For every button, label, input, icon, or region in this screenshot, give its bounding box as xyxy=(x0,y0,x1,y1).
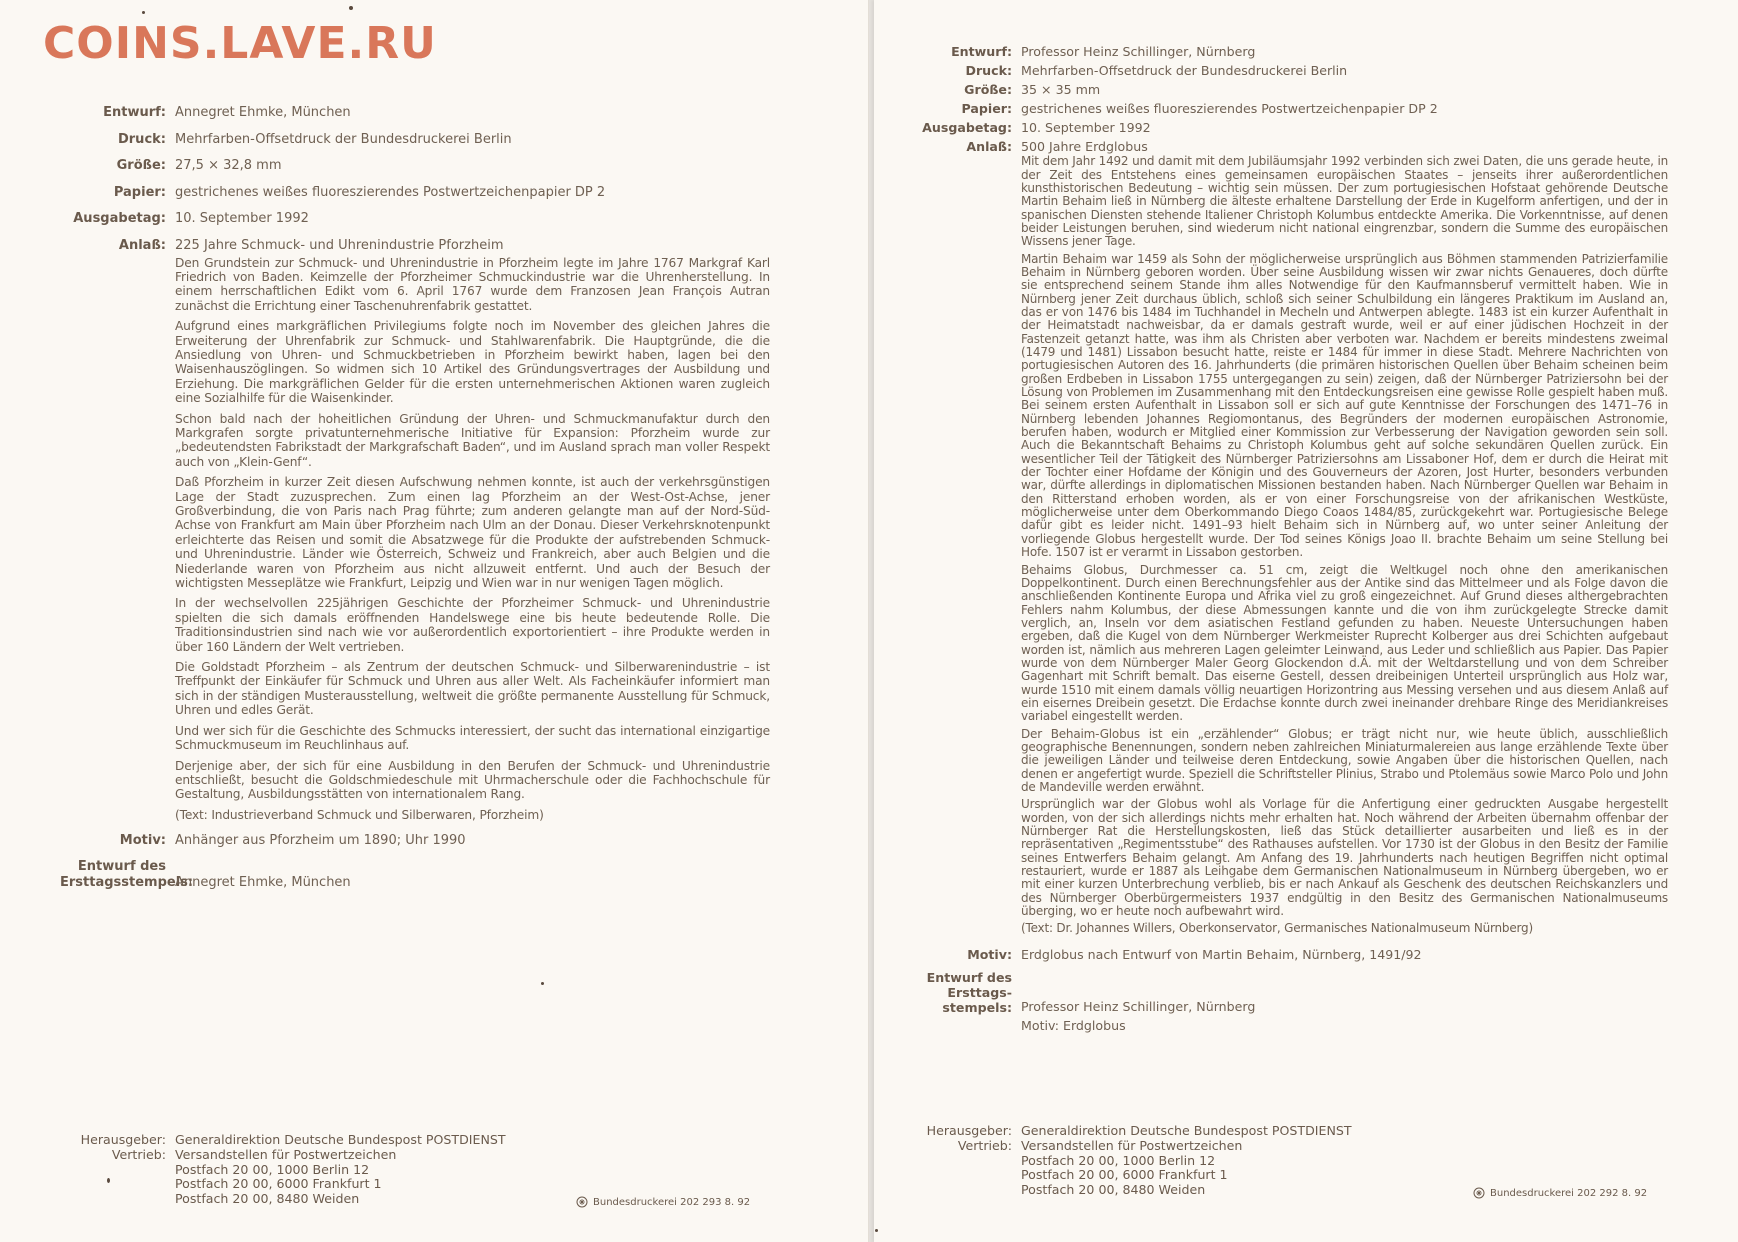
ersttag-label: Entwurf des Ersttags- stempels: xyxy=(926,970,1012,1016)
druck-value: Mehrfarben-Offsetdruck der Bundesdruckerei Berlin xyxy=(1021,63,1348,78)
motiv-value: Erdglobus nach Entwurf von Martin Behaim, Nürnberg, 1491/92 xyxy=(1021,946,1422,962)
herausgeber-label: Herausgeber: Vertrieb: xyxy=(926,1123,1012,1153)
ausgabetag-value: 10. September 1992 xyxy=(175,211,309,226)
druck-row xyxy=(60,132,770,148)
right-spec-list xyxy=(860,44,1668,1037)
groesse-row xyxy=(60,158,770,174)
motiv-label: Motiv: xyxy=(119,832,166,848)
motiv-row xyxy=(60,833,770,849)
papier-label: Papier: xyxy=(113,184,166,200)
paragraph: Die Goldstadt Pforzheim – als Zentrum der deutschen Schmuck- und Silberwarenindustrie – ist Treffpunkt der Einkäufer für Schmuck und Uhren aus aller Welt. Als Facheinkäufer informiert man sich in der ständigen Musterausstellung, weltweit die größte permanente Ausstellung für Schmuck, Uhren und edles Gerät. xyxy=(175,660,770,718)
groesse-value: 35 × 35 mm xyxy=(1021,82,1101,97)
print-code: Bundesdruckerei 202 292 8. 92 xyxy=(1473,1187,1647,1199)
paragraph: Und wer sich für die Geschichte des Schmucks interessiert, der sucht das international einzigartige Schmuckmuseum im Reuchlinhaus auf. xyxy=(175,723,770,753)
entwurf-row xyxy=(860,44,1668,59)
paragraph: Daß Pforzheim in kurzer Zeit diesen Aufschwung nehmen konnte, ist auch der verkehrsgünstigen Lage der Stadt zuzusprechen. Zum einen lag Pforzheim an der West-Ost-Achse, jener Großverbindung, die von Paris nach Prag führte; zum anderen gelangte man auf der Nord-Süd-Achse von Frankfurt am Main über Pforzheim nach Ulm an der Donau. Dieser Verkehrsknotenpunkt erleichterte das Reisen und somit die Absatzwege für die Produkte der aufstrebenden Schmuck- und Uhrenindustrie. Länder wie Österreich, Schweiz und Frankreich, aber auch Belgien und die Niederlande waren von Pforzheim aus nicht allzuweit entfernt. Und auch der Besuch der wichtigsten Messeplätze wie Frankfurt, Leipzig und Wien war in nur wenigen Tagen möglich. xyxy=(175,475,770,591)
ausgabetag-label: Ausgabetag: xyxy=(922,120,1012,135)
publisher-lines: Generaldirektion Deutsche Bundespost POSTDIENST Versandstellen für Postwertzeichen Postfach 20 00, 1000 Berlin 12 Postfach 20 00, 6000 Frankfurt 1 Postfach 20 00, 8480 Weiden xyxy=(175,1132,506,1207)
druck-label: Druck: xyxy=(117,131,166,147)
ausgabetag-value: 10. September 1992 xyxy=(1021,120,1151,135)
paragraph: Ursprünglich war der Globus wohl als Vorlage für die Anfertigung einer gedruckten Ausgabe hergestellt worden, von der sich allerdings nichts mehr erhalten hat. Noch während der Arbeiten übernahm offenbar der Nürnberger Rat die Herstellungskosten, ließ das Stück detaillierter ausarbeiten und ließ es in der repräsentativen „Regimentsstube“ des Rathauses aufstellen. Vor 1730 ist der Globus in den Besitz der Familie seines Entwerfers Behaim gelangt. Am Anfang des 19. Jahrhunderts nach heutigen Begriffen nicht optimal restauriert, wurde er 1887 als Leihgabe dem Germanischen Nationalmuseum in Nürnberg übergeben, wo er mit einer kurzen Unterbrechung verblieb, bis er nach Ankauf als Geschenk des deutschen Reichskanzlers und des Nürnberger Oberbürgermeisters 1937 endgültig in den Besitz des Germanischen Nationalmuseums überging, wo er heute noch aufbewahrt wird. xyxy=(1021,797,1668,919)
text-credit: (Text: Dr. Johannes Willers, Oberkonservator, Germanisches Nationalmuseum Nürnberg) xyxy=(1021,921,1533,936)
entwurf-label: Entwurf: xyxy=(951,44,1012,59)
paragraph: Behaims Globus, Durchmesser ca. 51 cm, zeigt die Weltkugel noch ohne den amerikanischen Doppelkontinent. Durch einen Berechnungsfehler aus der Antike sind das Mittelmeer und als Folge davon die anschließenden Kontinente Europa und Afrika viel zu groß eingezeichnet. Auf Grund dieses althergebrachten Fehlers nahm Kolumbus, der diese Abmessungen kannte und die von ihm zurückgelegte Strecke damit verglich, an, Inseln vor dem asiatischen Festland gefunden zu haben. Neueste Untersuchungen haben ergeben, daß die Kugel von dem Nürnberger Werkmeister Ruprecht Kolberger aus drei Schichten aufgebaut worden ist, nämlich aus mehreren Lagen geleimter Leinwand, aus Leder und schließlich aus Papier. Das Papier wurde von dem Nürnberger Maler Georg Glockendon d.Ä. mit der Weltdarstellung und von dem Schreiber Gagenhart mit Schrift bemalt. Das eiserne Gestell, dessen dreibeinigen Unterteil ursprünglich aus Holz war, wurde 1510 mit einem damals völlig neuartigen Horizontring aus Messing versehen und aus diesem Anlaß auf ein eisernes Dreibein gesetzt. Die Erdachse konnte durch zwei ineinander drehbare Ringe des Meridiankreises variabel eingestellt werden. xyxy=(1021,562,1668,724)
ausgabetag-row xyxy=(60,211,770,227)
ersttag-value: Annegret Ehmke, München xyxy=(175,875,351,891)
anlass-row xyxy=(60,238,770,254)
ausgabetag-row xyxy=(860,120,1668,135)
paragraph: Aufgrund eines markgräflichen Privilegiums folgte noch im November des gleichen Jahres die Erweiterung der Uhrenfabrik zur Schmuck- und Stahlwarenfabrik. Die Hauptgründe, die die Ansiedlung von Uhren- und Schmuckbetrieben in Pforzheim bewirkt haben, lagen bei den Waisenhauszöglingen. So widmen sich 10 Artikel des Gründungsvertrages der Ausbildung und Erziehung. Die markgräflichen Gelder für die ersten unternehmerischen Aktionen waren zugleich eine Sozialhilfe für die Waisenkinder. xyxy=(175,319,770,406)
druck-label: Druck: xyxy=(965,63,1012,78)
groesse-label: Größe: xyxy=(964,82,1012,97)
anlass-value: 500 Jahre Erdglobus xyxy=(1021,139,1148,154)
anlass-value: 225 Jahre Schmuck- und Uhrenindustrie Pforzheim xyxy=(175,237,504,253)
body-row xyxy=(860,155,1668,940)
motiv-label: Motiv: xyxy=(967,946,1012,962)
print-code: Bundesdruckerei 202 293 8. 92 xyxy=(576,1196,750,1208)
motiv-value: Anhänger aus Pforzheim um 1890; Uhr 1990 xyxy=(175,832,466,848)
body-text xyxy=(175,256,770,823)
groesse-label: Größe: xyxy=(116,158,166,173)
herausgeber-label: Herausgeber: Vertrieb: xyxy=(80,1132,166,1162)
ersttag-value: Professor Heinz Schillinger, Nürnberg xyxy=(1021,999,1256,1014)
motiv-row xyxy=(860,947,1668,962)
groesse-value: 27,5 × 32,8 mm xyxy=(175,158,282,173)
paper-speck xyxy=(541,982,544,985)
papier-value: gestrichenes weißes fluoreszierendes Postwertzeichenpapier DP 2 xyxy=(1021,101,1438,116)
ersttag-label: Entwurf des Ersttagsstempels: xyxy=(60,859,194,891)
body-row xyxy=(60,256,770,823)
paragraph: Den Grundstein zur Schmuck- und Uhrenindustrie in Pforzheim legte im Jahre 1767 Markgraf Karl Friedrich von Baden. Keimzelle der Pforzheimer Schmuckindustrie war die Uhrenherstellung. In einem herrschaftlichen Edikt vom 6. April 1767 wurde dem Franzosen Jean François Autran zunächst die Errichtung einer Taschenuhrenfabrik gestattet. xyxy=(175,255,770,313)
entwurf-row xyxy=(60,105,770,121)
papier-value: gestrichenes weißes fluoreszierendes Postwertzeichenpapier DP 2 xyxy=(175,184,606,200)
paper-speck xyxy=(142,11,145,14)
entwurf-value: Professor Heinz Schillinger, Nürnberg xyxy=(1021,44,1256,59)
ersttag-motiv: Motiv: Erdglobus xyxy=(1021,1018,1126,1034)
ausgabetag-label: Ausgabetag: xyxy=(73,211,166,226)
papier-row xyxy=(860,101,1668,116)
bundesdruckerei-logo-icon xyxy=(1473,1187,1485,1199)
papier-row xyxy=(60,185,770,201)
left-spec-list xyxy=(60,105,770,902)
druck-row xyxy=(860,63,1668,78)
text-credit: (Text: Industrieverband Schmuck und Silberwaren, Pforzheim) xyxy=(175,807,544,822)
paper-speck xyxy=(875,1229,878,1232)
body-text xyxy=(1021,155,1668,940)
ersttag-row xyxy=(60,859,770,891)
papier-label: Papier: xyxy=(961,101,1012,116)
ersttag-row xyxy=(860,970,1668,1033)
paragraph: Der Behaim-Globus ist ein „erzählender“ Globus; er trägt nicht nur, wie heute üblich, ausschließlich geographische Benennungen, sondern neben zahlreichen Miniaturmalereien aus lange erzählende Texte über die jeweiligen Länder und teilweise deren Entdeckung, sowie Angaben über die historischen Quellen, nach denen er angefertigt wurde. Speziell die Schriftsteller Plinius, Strabo und Ptolemäus sowie Marco Polo und John de Mandeville werden erwähnt. xyxy=(1021,726,1668,795)
paragraph: Mit dem Jahr 1492 und damit mit dem Jubiläumsjahr 1992 verbinden sich zwei Daten, die uns gerade heute, in der Zeit des Entstehens eines gemeinsamen europäischen Staates – jenseits ihrer außerordentlichen kunsthistorischen Bedeutung – wichtig sein müssen. Der zum portugiesischen Hofstaat gehörende Deutsche Martin Behaim ließ in Nürnberg die älteste erhaltene Darstellung der Erde in Kugelform anfertigen, und der in spanischen Diensten stehende Italiener Christoph Kolumbus entdeckte Amerika. Die Vorkenntnisse, auf denen beider Leistungen beruhen, sind wiederum nicht national eingrenzbar, sondern die Summe des europäischen Wissens jener Tage. xyxy=(1021,154,1668,249)
bundesdruckerei-logo-icon xyxy=(576,1196,588,1208)
paragraph: Derjenige aber, der sich für eine Ausbildung in den Berufen der Schmuck- und Uhrenindustrie entschließt, besucht die Goldschmiedeschule mit Uhrmacherschule oder die Fachhochschule für Gestaltung, Ausbildungsstätten von internationalem Rang. xyxy=(175,758,770,802)
entwurf-label: Entwurf: xyxy=(103,105,166,120)
anlass-label: Anlaß: xyxy=(966,139,1012,154)
publisher-block xyxy=(60,1133,506,1207)
anlass-label: Anlaß: xyxy=(118,237,166,253)
groesse-row xyxy=(860,82,1668,97)
druck-value: Mehrfarben-Offsetdruck der Bundesdruckerei Berlin xyxy=(175,131,512,147)
paragraph: Martin Behaim war 1459 als Sohn der möglicherweise ursprünglich aus Böhmen stammenden Patrizierfamilie Behaim in Nürnberg geboren worden. Über seine Ausbildung wissen wir zwar nichts Genaueres, doch dürfte sie entsprechend seinem Stande ihm alles Notwendige für den Kaufmannsberuf vermittelt haben. Wie in Nürnberg jener Zeit durchaus üblich, schloß sich seiner Schulbildung ein längeres Praktikum im Ausland an, das er von 1476 bis 1484 im Tuchhandel in Mecheln und Antwerpen ablegte. 1483 ist ein kurzer Aufenthalt in der Heimatstadt nachweisbar, da er damals gestraft wurde, weil er auf einer jüdischen Hochzeit in der Fastenzeit getanzt hatte, was ihm als Christen aber verboten war. Nachdem er bereits mindestens zweimal (1479 und 1481) Lissabon besucht hatte, reiste er 1484 für immer in diese Stadt. Mehrere Nachrichten von portugiesischen Autoren des 16. Jahrhunderts (die primären historischen Quellen über Behaim scheinen beim großen Erdbeben in Lissabon 1755 untergegangen zu sein) zeigen, daß der Nürnberger Patriziersohn bei der Lösung von Problemen im Zusammenhang mit den Entdeckungsreisen eine gewisse Rolle gespielt haben muß. Bei seinem ersten Aufenthalt in Lissabon soll er sich auf gute Kenntnisse der Forschungen des 1471–76 in Nürnberg lebenden Johannes Regiomontanus, des Begründers der modernen europäischen Astronomie, berufen haben, wodurch er Mitglied einer Kommission zur Verbesserung der Navigation geworden sein soll. Auch die Bekanntschaft Behaims zu Christoph Kolumbus geht auf solche sekundären Quellen zurück. Ein wesentlicher Teil der Tätigkeit des Nürnberger Patriziersohns am Lissaboner Hof, dem er durch die Heirat mit der Tochter einer Hofdame der Königin und des Gouverneurs der Azoren, Jost Hurter, besonders verbunden war, dürfte allerdings in diplomatischen Missionen bestanden haben. Nach Nürnberger Quellen war Behaim in den Ritterstand erhoben worden, als er von einer Forschungsreise von der afrikanischen Westküste, möglicherweise unter dem Oberkommando Diego Coaos 1484/85, zurückgekehrt war. Portugiesische Belege dafür gibt es leider nicht. 1491–93 hielt Behaim sich in Nürnberg auf, wo unter seiner Anleitung der vorliegende Globus hergestellt wurde. Der Tod seines Königs Joao II. brachte Behaim um seine Stellung bei Hofe. 1507 ist er verarmt in Lissabon gestorben. xyxy=(1021,251,1668,560)
paper-speck xyxy=(107,1178,110,1183)
entwurf-value: Annegret Ehmke, München xyxy=(175,105,351,120)
publisher-lines: Generaldirektion Deutsche Bundespost POSTDIENST Versandstellen für Postwertzeichen Postfach 20 00, 1000 Berlin 12 Postfach 20 00, 6000 Frankfurt 1 Postfach 20 00, 8480 Weiden xyxy=(1021,1123,1352,1198)
paper-speck xyxy=(349,6,353,10)
anlass-row xyxy=(860,139,1668,154)
paragraph: Schon bald nach der hoheitlichen Gründung der Uhren- und Schmuckmanufaktur durch den Markgrafen sorgte privatunternehmerische Initiative für Expansion: Pforzheim wurde zur „bedeutendsten Fabrikstadt der Markgrafschaft Baden“, und im Ausland sprach man voller Respekt auch von „Klein-Genf“. xyxy=(175,411,770,469)
publisher-block xyxy=(860,1124,1352,1198)
watermark: COINS.LAVE.RU xyxy=(43,18,437,69)
paragraph: In der wechselvollen 225jährigen Geschichte der Pforzheimer Schmuck- und Uhrenindustrie spielten die sich damals eröffnenden Handelswege eine bis heute bedeutende Rolle. Die Traditionsindustrien sind nach wie vor außerordentlich exportorientiert – ihre Produkte werden in über 160 Ländern der Welt vertrieben. xyxy=(175,596,770,654)
